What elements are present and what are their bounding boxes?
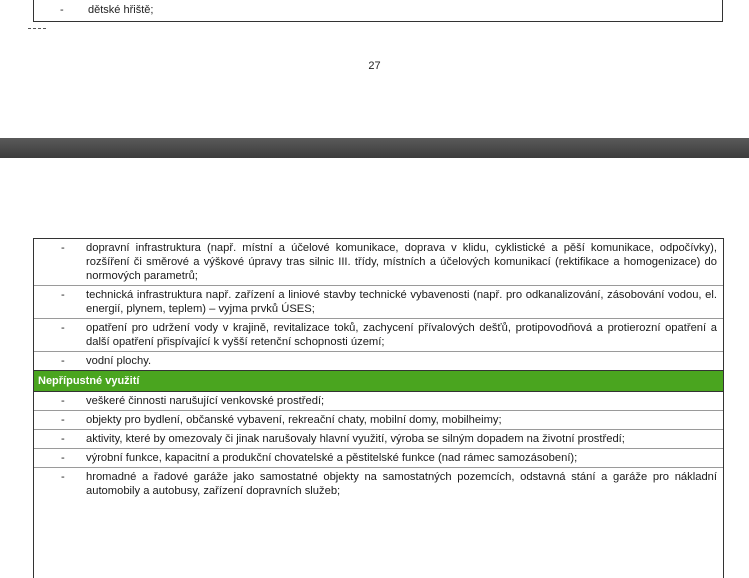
list-item-text: dětské hřiště; (88, 4, 154, 16)
allowed-use-list (34, 239, 723, 370)
list-item (34, 286, 723, 319)
list-item-text: dopravní infrastruktura (např. místní a účelové komunikace, doprava v klidu, cyklistické a pěší komunikace, odpočívky), rozšíření či směrové a výškové úpravy tras silnic III. třídy, místních a účelových komunikací (rektifikace a homogenizace) do normových parametrů; (86, 242, 717, 282)
list-dash: - (61, 395, 65, 407)
list-item (34, 319, 723, 352)
list-item (34, 468, 723, 500)
list-item (34, 449, 723, 468)
list-item (34, 352, 723, 370)
list-dash: - (61, 242, 65, 254)
list-item (34, 411, 723, 430)
page-corner-mark (28, 28, 46, 39)
list-dash: - (61, 322, 65, 334)
page-number: 27 (368, 60, 381, 72)
forbidden-use-list (34, 392, 723, 500)
list-item-text: veškeré činnosti narušující venkovské prostředí; (86, 395, 325, 407)
list-item-text: opatření pro udržení vody v krajině, revitalizace toků, zachycení přívalových dešťů, protipovodňová a protierozní opatření a další opatření přispívající k vyšší retenční schopnosti území; (86, 322, 717, 348)
document-page-bottom (0, 158, 749, 562)
list-item (34, 392, 723, 411)
list-dash: - (61, 452, 65, 464)
list-dash: - (61, 433, 65, 445)
list-dash: - (61, 355, 65, 367)
section-header-forbidden-use: Nepřípustné využití (34, 370, 723, 392)
list-item-text: hromadné a řadové garáže jako samostatné objekty na samostatných pozemcích, odstavná stání a garáže pro nákladní automobily a autobusy, zařízení dopravních služeb; (86, 471, 717, 497)
list-item (34, 430, 723, 449)
regulation-table (33, 238, 724, 578)
list-dash: - (61, 471, 65, 483)
page-gap (0, 138, 749, 158)
list-dash: - (61, 414, 65, 426)
list-item-text: technická infrastruktura např. zařízení a liniové stavby technické vybavenosti (např. pro odkanalizování, zásobování vodou, el. energií, plynem, teplem) – vyjma prvků ÚSES; (86, 289, 717, 315)
list-dash: - (61, 289, 65, 301)
list-item-text: výrobní funkce, kapacitní a produkční chovatelské a pěstitelské funkce (nad rámec samozásobení); (86, 452, 578, 464)
document-page-top (0, 0, 749, 138)
list-item (34, 239, 723, 286)
list-item-text: objekty pro bydlení, občanské vybavení, rekreační chaty, mobilní domy, mobilheimy; (86, 414, 502, 426)
list-item-text: vodní plochy. (86, 355, 152, 367)
list-item-text: aktivity, které by omezovaly či jinak narušovaly hlavní využití, výroba se silným dopadem na životní prostředí; (86, 433, 625, 445)
list-item (60, 4, 153, 16)
list-dash: - (60, 4, 64, 16)
